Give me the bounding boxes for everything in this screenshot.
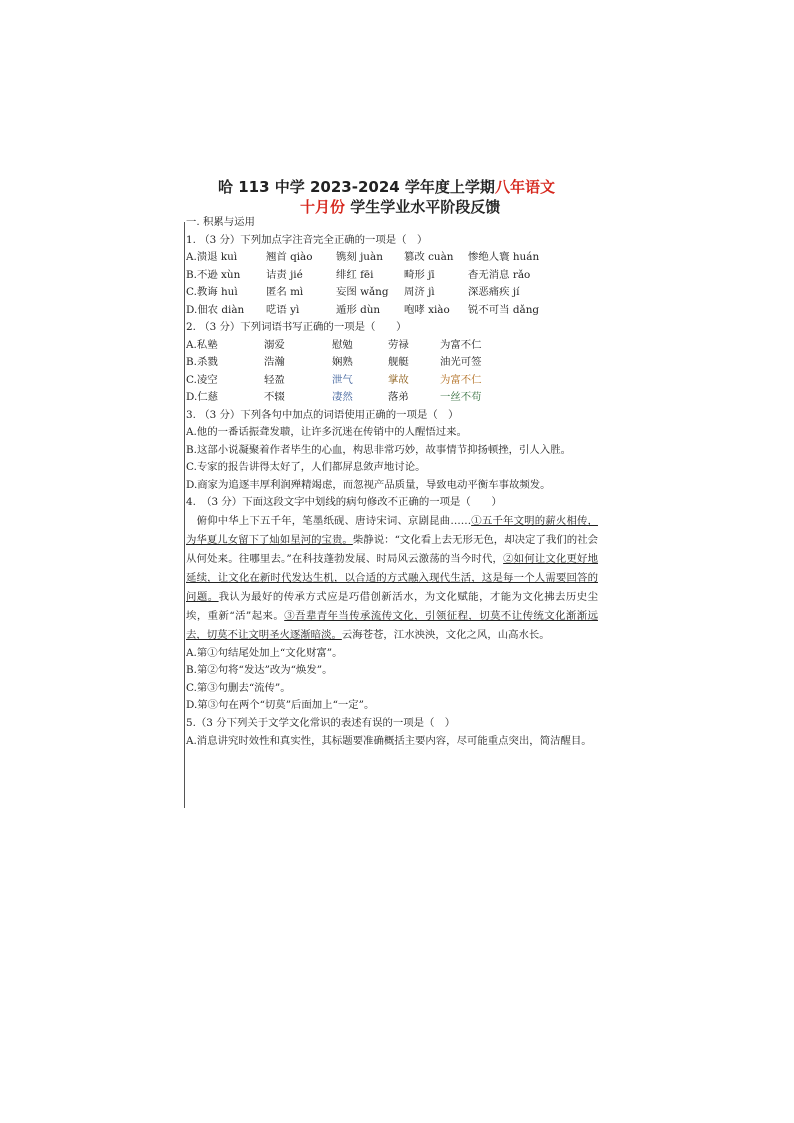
question-1-row-c bbox=[186, 284, 598, 302]
q1-b-3: 绯红 fēi bbox=[336, 268, 374, 281]
q1-a-5: 惨绝人寰 huán bbox=[468, 251, 540, 263]
q2-d-4: 落弟 bbox=[388, 391, 409, 403]
q1-c-4: 周济 jì bbox=[404, 286, 435, 298]
question-4-option-c: C.第③句删去“流传”。 bbox=[186, 681, 291, 694]
question-3-stem: 3. （3 分）下列各句中加点的词语使用正确的一项是（ ） bbox=[186, 408, 459, 421]
q2-b-2: 浩瀚 bbox=[264, 356, 285, 368]
question-3-option-a: A.他的一番话振聋发聩，让许多沉迷在传销中的人醒悟过来。 bbox=[186, 426, 467, 438]
q1-b-4: 畸形 jī bbox=[404, 268, 435, 281]
q1-b-1: B.不逊 xùn bbox=[186, 268, 241, 281]
question-1-row-b bbox=[186, 267, 598, 285]
q2-b-1: B.杀戮 bbox=[186, 356, 218, 368]
q1-b-5: 杳无消息 rǎo bbox=[468, 268, 531, 281]
q1-a-4: 篡改 cuàn bbox=[404, 251, 454, 263]
passage-part-b: 柴静说：“文化看上去无形无色，却决定了我们的社会从何处来。往哪里去。”在科技蓬勃发展、时局风云激荡的当今时代， bbox=[186, 533, 599, 565]
q1-d-4: 咆哮 xiào bbox=[404, 303, 450, 316]
q2-d-1: D.仁慈 bbox=[186, 391, 219, 403]
q2-b-3: 娴熟 bbox=[332, 356, 353, 368]
passage-part-a: 俯仰中华上下五千年，笔墨纸砚、唐诗宋词、京剧昆曲…… bbox=[186, 514, 472, 527]
passage-part-d: 云海苍苍，江水泱泱，文化之风，山高水长。 bbox=[341, 628, 550, 641]
q1-a-1: A.溃退 kuì bbox=[186, 251, 238, 263]
q2-c-2: 轻盈 bbox=[264, 373, 285, 386]
q1-c-3: 妄图 wǎng bbox=[336, 286, 389, 298]
q2-a-2: 溺爱 bbox=[264, 338, 285, 351]
q1-d-2: 呓语 yì bbox=[266, 303, 300, 316]
q1-b-2: 诘责 jié bbox=[266, 268, 303, 281]
question-2-row-d bbox=[186, 389, 598, 407]
q1-d-3: 遁形 dùn bbox=[336, 303, 381, 316]
question-1-row-d bbox=[186, 302, 598, 320]
left-margin-line bbox=[184, 222, 185, 808]
title-rest: 学生学业水平阶段反馈 bbox=[345, 198, 501, 216]
q2-a-3: 慰勉 bbox=[332, 338, 353, 351]
question-5-stem: 5.（3 分下列关于文学文化常识的表述有误的一项是（ ） bbox=[186, 716, 456, 729]
q1-a-2: 翘首 qiào bbox=[266, 251, 313, 263]
question-3-option-c: C.专家的报告讲得太好了，人们都屏息敛声地讨论。 bbox=[186, 461, 426, 473]
section-heading: 一. 积累与运用 bbox=[186, 216, 255, 228]
question-1-stem: 1. （3 分）下列加点字注音完全正确的一项是（ ） bbox=[186, 233, 428, 246]
q2-a-4: 劳禄 bbox=[388, 338, 409, 351]
question-2-row-a bbox=[186, 337, 598, 355]
title-prefix: 哈 113 中学 2023-2024 学年度上学期 bbox=[218, 178, 495, 196]
question-1-row-a bbox=[186, 249, 598, 267]
title-month: 十月份 bbox=[300, 198, 346, 216]
q2-c-1: C.凌空 bbox=[186, 373, 218, 386]
title-grade-subject: 八年语文 bbox=[494, 178, 555, 196]
q1-c-1: C.教诲 huì bbox=[186, 286, 238, 298]
q1-c-2: 匿名 mì bbox=[266, 286, 304, 298]
question-3-option-d: D.商家为追逐丰厚利润殚精竭虑，而忽视产品质量，导致电动平衡车事故频发。 bbox=[186, 478, 551, 491]
exam-content bbox=[186, 214, 598, 751]
q1-d-5: 锐不可当 dǎng bbox=[468, 303, 540, 316]
passage-underline-2: ②如何让文化更好地延续，让文化在新时代发达生机，以合适的方式融入现代生活，这是每一个人需要回答的问题。 bbox=[186, 552, 599, 603]
q1-a-3: 镌刻 juàn bbox=[336, 251, 383, 263]
question-2-row-c bbox=[186, 372, 598, 390]
question-2-stem: 2. （3 分）下列词语书写正确的一项是（ ） bbox=[186, 321, 407, 333]
passage-part-c: 我认为最好的传承方式应是巧借创新活水，为文化赋能，才能为文化拂去历史尘埃，重新“活”起来。 bbox=[186, 590, 599, 622]
q1-d-1: D.佃农 diàn bbox=[186, 303, 245, 316]
q2-d-2: 不辍 bbox=[264, 391, 285, 403]
q1-c-5: 深恶痛疾 jí bbox=[468, 286, 520, 298]
q2-a-5: 为富不仁 bbox=[440, 338, 482, 351]
q2-c-5: 为富不仁 bbox=[440, 373, 482, 386]
question-4-option-b: B.第②句将“发达”改为“焕发”。 bbox=[186, 664, 333, 676]
q2-a-1: A.私塾 bbox=[186, 338, 218, 351]
question-4-passage bbox=[186, 512, 598, 645]
question-4-option-d: D.第③句在两个“切莫”后面加上“一定”。 bbox=[186, 699, 375, 711]
q2-b-5: 油光可签 bbox=[440, 356, 482, 368]
question-4-stem: 4. （3 分）下面这段文字中划线的病句修改不正确的一项是（ ） bbox=[186, 496, 502, 508]
question-4-option-a: A.第①句结尾处加上“文化财富”。 bbox=[186, 646, 343, 659]
passage-underline-3: ③吾辈青年当传承流传文化，引领征程，切莫不让传统文化渐渐远去，切莫不让文明圣火逐渐暗淡。 bbox=[186, 609, 598, 641]
q2-d-5: 一丝不苟 bbox=[440, 391, 482, 403]
question-2-row-b bbox=[186, 354, 598, 372]
q2-d-3: 凄然 bbox=[332, 391, 353, 403]
question-5-option-a: A.消息讲究时效性和真实性，其标题要准确概括主要内容，尽可能重点突出，简洁醒目。 bbox=[186, 735, 592, 747]
exam-title-line1 bbox=[218, 176, 638, 197]
q2-c-4: 掌故 bbox=[388, 373, 409, 386]
q2-c-3: 泄气 bbox=[332, 373, 353, 386]
passage-underline-1: ①五千年文明的薪火相传，为华夏儿女留下了灿如星河的宝贵。 bbox=[186, 514, 599, 546]
q2-b-4: 舰艇 bbox=[388, 356, 409, 368]
question-3-option-b: B.这部小说凝聚着作者毕生的心血，构思非常巧妙，故事情节抑扬顿挫，引人入胜。 bbox=[186, 443, 571, 456]
